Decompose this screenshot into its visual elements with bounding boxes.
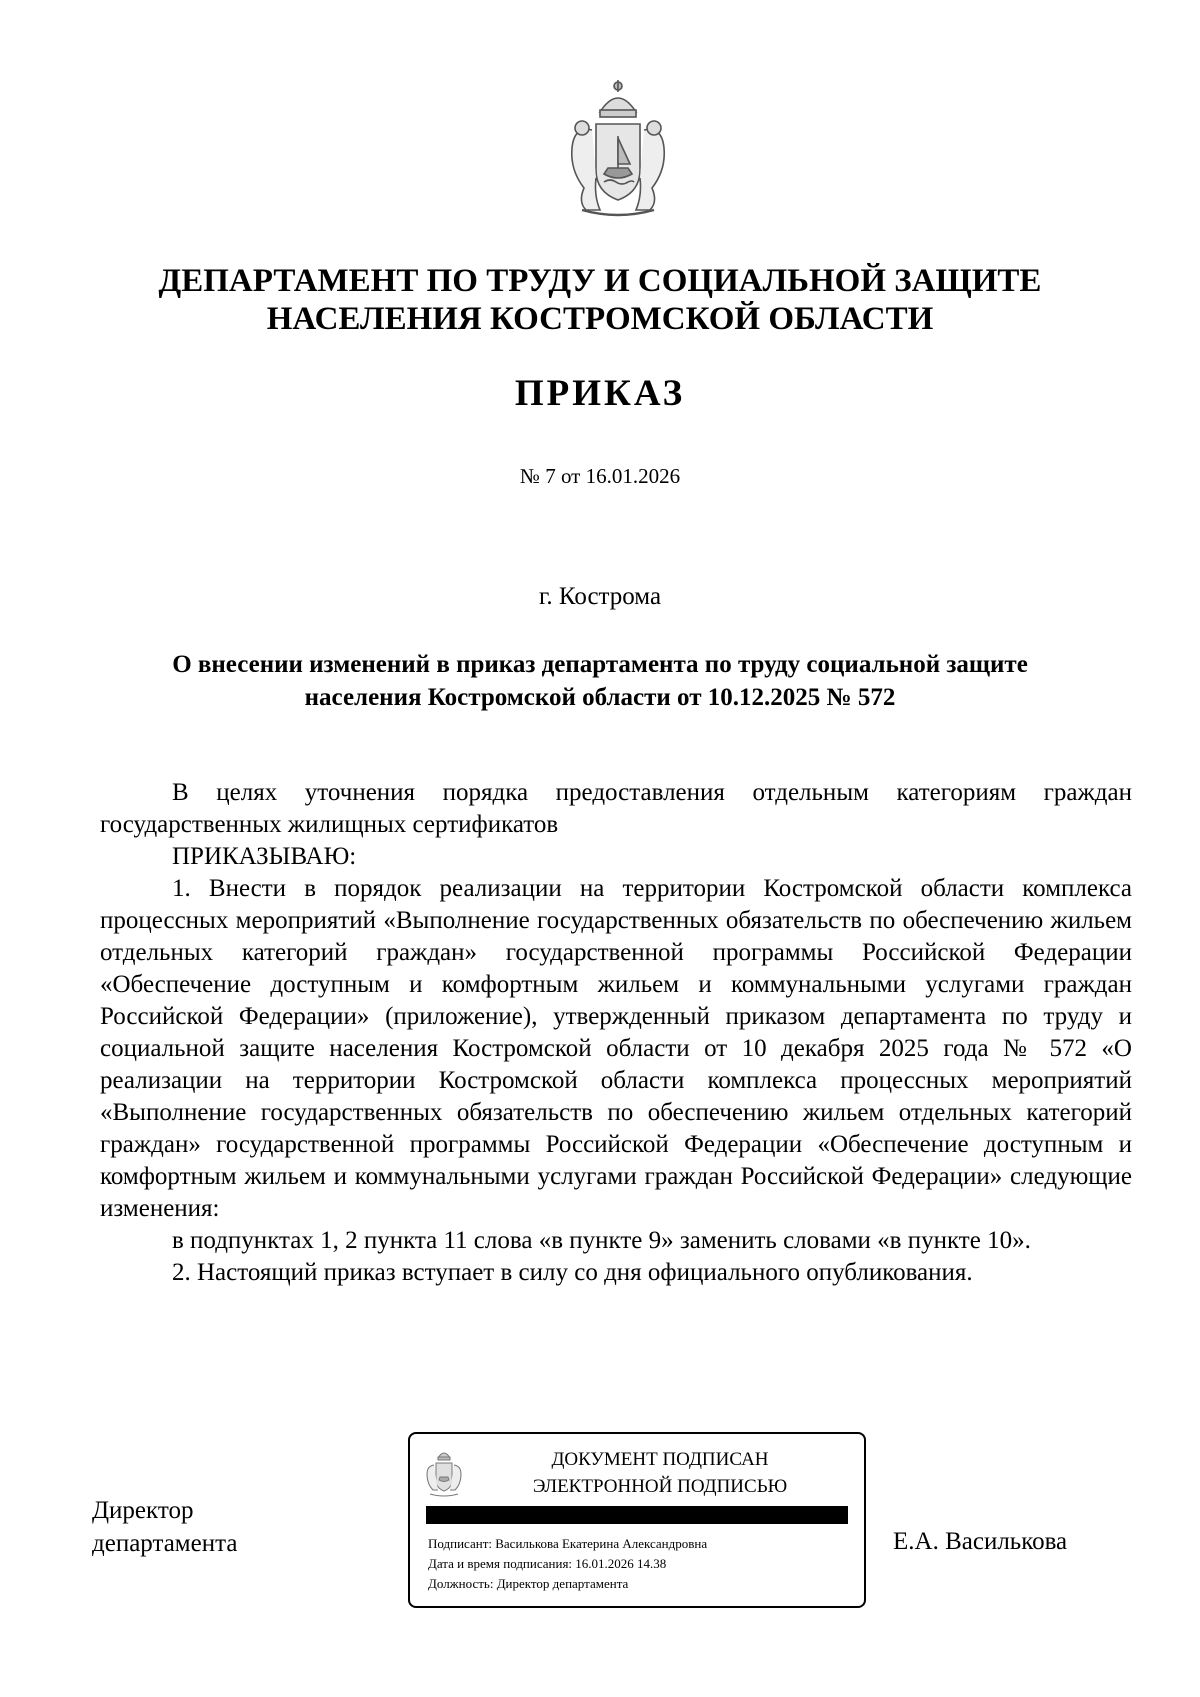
department-name-line1: ДЕПАРТАМЕНТ ПО ТРУДУ И СОЦИАЛЬНОЙ ЗАЩИТЕ — [158, 263, 1042, 299]
document-body — [100, 777, 1132, 1289]
coat-of-arms-icon — [560, 78, 676, 218]
document-number: № 7 от 16.01.2026 — [519, 464, 681, 488]
department-name-line2: НАСЕЛЕНИЯ КОСТРОМСКОЙ ОБЛАСТИ — [266, 301, 934, 337]
body-paragraph-change: в подпунктах 1, 2 пункта 11 слова «в пункте 9» заменить словами «в пункте 10». — [172, 1227, 1031, 1254]
signer-name: Е.А. Василькова — [893, 1528, 1068, 1555]
signer-position-line2: департамента — [92, 1530, 238, 1557]
stamp-title — [470, 1446, 850, 1500]
stamp-datetime: Дата и время подписания: 16.01.2026 14.38 — [428, 1556, 667, 1571]
subject-line1: О внесении изменений в приказ департамента по труду социальной защите — [172, 651, 1028, 678]
coat-of-arms-icon — [424, 1446, 464, 1498]
document-type: ПРИКАЗ — [514, 373, 686, 414]
body-paragraph-purpose: В целях уточнения порядка предоставления отдельным категориям граждан государственных жилищных сертификатов — [100, 779, 1132, 838]
electronic-signature-stamp — [408, 1432, 866, 1608]
stamp-redaction-bar — [426, 1506, 848, 1524]
subject-line2: населения Костромской области от 10.12.2025 № 572 — [304, 684, 896, 711]
stamp-title-line2: ЭЛЕКТРОННОЙ ПОДПИСЬЮ — [532, 1476, 788, 1497]
signer-position-line1: Директор — [92, 1497, 194, 1524]
body-paragraph-item2: 2. Настоящий приказ вступает в силу со дня официального опубликования. — [172, 1259, 973, 1286]
stamp-details — [428, 1534, 707, 1594]
document-subject — [100, 648, 1100, 714]
stamp-signer: Подписант: Василькова Екатерина Александровна — [428, 1536, 708, 1551]
signer-position — [92, 1494, 237, 1560]
body-paragraph-item1: 1. Внести в порядок реализации на территории Костромской области комплекса процессных мероприятий «Выполнение государственных обязательств по обеспечению жильем отдельных категорий граждан» государственной программы Российской Федерации «Обеспечение доступным и комфортным жильем и коммунальными услугами граждан Российской Федерации» (приложение), утвержденный приказом департамента по труду и социальной защите населения Костромской области от 10 декабря 2025 года № 572 «О реализации на территории Костромской области комплекса процессных мероприятий «Выполнение государственных обязательств по обеспечению жильем отдельных категорий граждан» государственной программы Российской Федерации «Обеспечение доступным и комфортным жильем и коммунальными услугами граждан Российской Федерации» следующие изменения: — [100, 875, 1132, 1222]
body-paragraph-order: ПРИКАЗЫВАЮ: — [172, 843, 357, 870]
stamp-role: Должность: Директор департамента — [428, 1576, 629, 1591]
document-city: г. Кострома — [538, 583, 662, 610]
stamp-title-line1: ДОКУМЕНТ ПОДПИСАН — [551, 1449, 769, 1470]
